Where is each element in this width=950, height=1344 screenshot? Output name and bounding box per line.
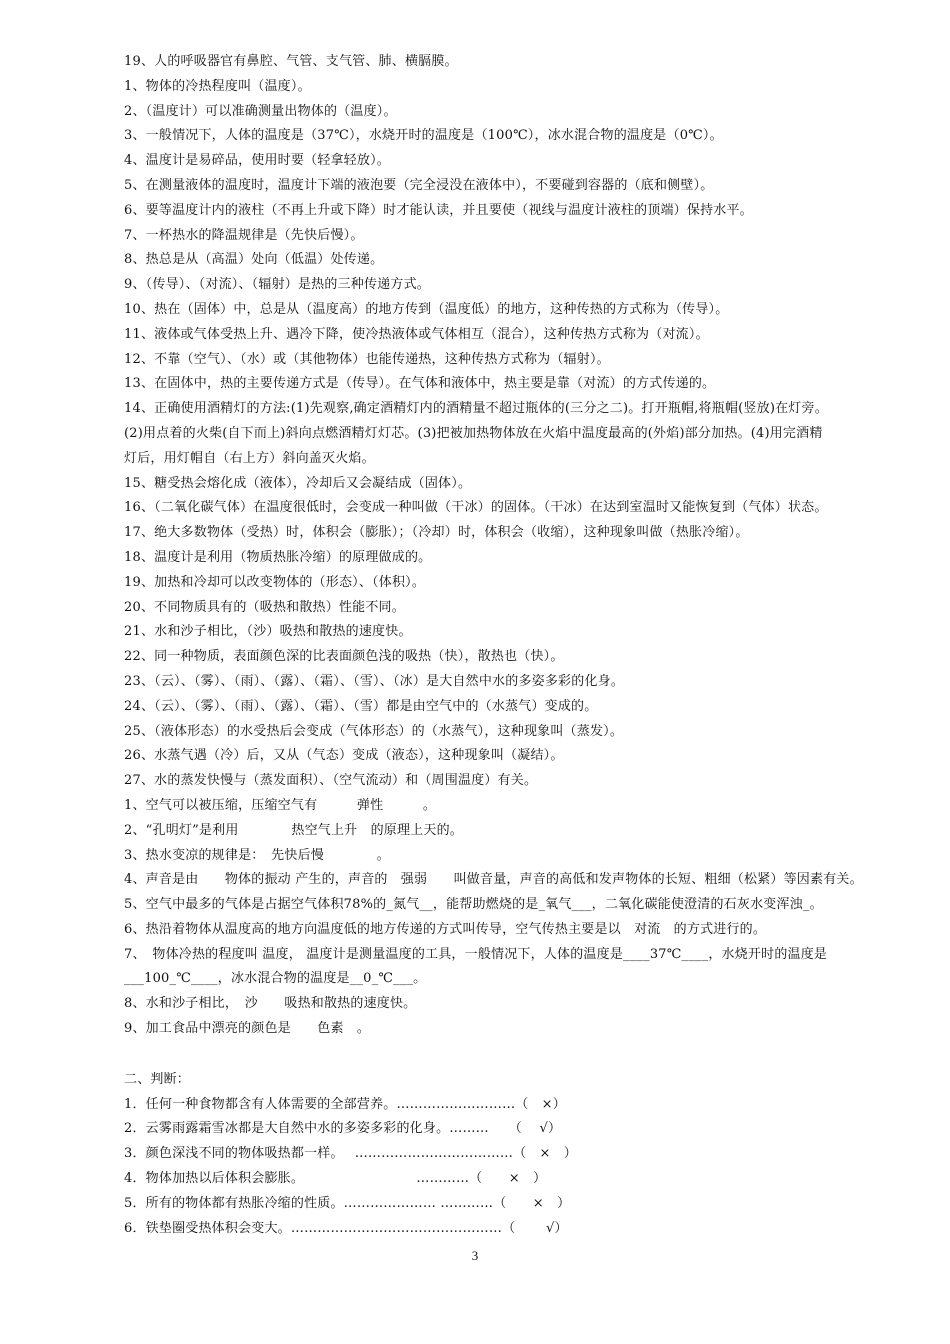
text-line: (2)用点着的火柴(自下而上)斜向点燃酒精灯灯芯。(3)把被加热物体放在火焰中温度最高的(外焰)部分加热。(4)用完酒精 bbox=[124, 425, 823, 441]
text-line: 10、热在（固体）中，总是从（温度高）的地方传到（温度低）的地方，这种传热的方式称为（传导）。 bbox=[124, 301, 729, 317]
text-line: 22、同一种物质，表面颜色深的比表面颜色浅的吸热（快），散热也（快）。 bbox=[124, 649, 564, 665]
text-line: 3．颜色深浅不同的物体吸热都一样。 ………………………………（ × ） bbox=[124, 1146, 577, 1162]
text-line: 8、热总是从（高温）处向（低温）处传递。 bbox=[124, 252, 384, 268]
text-line: 12、不靠（空气）、（水）或（其他物体）也能传递热，这种传热方式称为（辐射）。 bbox=[124, 351, 610, 367]
text-line: 7、一杯热水的降温规律是（先快后慢）。 bbox=[124, 227, 364, 243]
text-line: 2．云雾雨露霜雪冰都是大自然中水的多姿多彩的化身。……… （ √） bbox=[124, 1121, 562, 1137]
text-line: 7、 物体冷热的程度叫 温度， 温度计是测量温度的工具，一般情况下，人体的温度是____37℃____，水烧开时的温度是 bbox=[124, 946, 828, 962]
text-line: 2、“孔明灯”是利用 热空气上升 的原理上天的。 bbox=[124, 822, 463, 838]
text-line: 3、一般情况下，人体的温度是（37℃），水烧开时的温度是（100℃），冰水混合物的温度是（0℃）。 bbox=[124, 128, 723, 144]
text-line: 19、加热和冷却可以改变物体的（形态）、（体积）。 bbox=[124, 574, 426, 590]
text-line: 17、绝大多数物体（受热）时，体积会（膨胀）；（冷却）时，体积会（收缩），这种现象叫做（热胀冷缩）。 bbox=[124, 525, 749, 541]
text-line: 26、水蒸气遇（冷）后，又从（气态）变成（液态），这种现象叫（凝结）。 bbox=[124, 748, 564, 764]
text-line: 2、（温度计）可以准确测量出物体的（温度）。 bbox=[124, 103, 397, 119]
text-line: 4、声音是由 物体的振动 产生的，声音的 强弱 叫做音量，声音的高低和发声物体的长短、粗细（松紧）等因素有关。 bbox=[124, 872, 863, 888]
text-line: 1．任何一种食物都含有人体需要的全部营养。………………………（ ×） bbox=[124, 1096, 566, 1112]
text-line: 24、（云）、（雾）、（雨）、（露）、（霜）、（雪）都是由空气中的（水蒸气）变成的。 bbox=[124, 698, 598, 714]
text-line: 19、人的呼吸器官有鼻腔、气管、支气管、肺、横膈膜。 bbox=[124, 54, 458, 69]
text-line: 18、温度计是利用（物质热胀冷缩）的原理做成的。 bbox=[124, 549, 432, 565]
text-line: 16、（二氧化碳气体）在温度很低时，会变成一种叫做（干冰）的固体。（干冰）在达到室温时又能恢复到（气体）状态。 bbox=[124, 500, 828, 516]
text-line: 4．物体加热以后体积会膨胀。 …………（ × ） bbox=[124, 1171, 547, 1187]
text-line: 25、（液体形态）的水受热后会变成（气体形态）的（水蒸气），这种现象叫（蒸发）。 bbox=[124, 723, 624, 739]
text-line: 9、（传导）、（对流）、（辐射）是热的三种传递方式。 bbox=[124, 277, 430, 293]
text-line: 21、水和沙子相比，（沙）吸热和散热的速度快。 bbox=[124, 624, 412, 640]
text-line: 二、判断： bbox=[124, 1071, 191, 1087]
text-line: 15、糖受热会熔化成（液体），冷却后又会凝结成（固体）。 bbox=[124, 475, 472, 491]
text-line: 23、（云）、（雾）、（雨）、（露）、（霜）、（雪）、（冰）是大自然中水的多姿多彩的化身。 bbox=[124, 673, 625, 689]
text-line: 11、液体或气体受热上升、遇冷下降，使冷热液体或气体相互（混合），这种传热方式称为（对流）。 bbox=[124, 326, 709, 342]
document-body bbox=[124, 50, 884, 1241]
text-line: 6．铁垫圈受热体积会变大。…………………………………………（ √） bbox=[124, 1220, 568, 1236]
text-line: 9、加工食品中漂亮的颜色是 色素 。 bbox=[124, 1021, 371, 1037]
text-line: 14、正确使用酒精灯的方法:(1)先观察,确定酒精灯内的酒精量不超过瓶体的(三分之二)。打开瓶帽,将瓶帽(竖放)在灯旁。 bbox=[124, 401, 828, 417]
blank-line bbox=[124, 1042, 884, 1068]
text-line: 6、热沿着物体从温度高的地方向温度低的地方传递的方式叫传导，空气传热主要是以 对流 的方式进行的。 bbox=[124, 921, 767, 937]
text-line: 13、在固体中，热的主要传递方式是（传导）。在气体和液体中，热主要是靠（对流）的方式传递的。 bbox=[124, 376, 716, 392]
text-line: 6、要等温度计内的液柱（不再上升或下降）时才能认读，并且要使（视线与温度计液柱的顶端）保持水平。 bbox=[124, 202, 753, 218]
text-line: 5、在测量液体的温度时，温度计下端的液泡要（完全浸没在液体中），不要碰到容器的（底和侧壁）。 bbox=[124, 177, 714, 193]
page-number: 3 bbox=[471, 1248, 479, 1263]
text-line: 3、热水变凉的规律是： 先快后慢 。 bbox=[124, 847, 390, 863]
text-line: 1、空气可以被压缩，压缩空气有 弹性 。 bbox=[124, 797, 437, 813]
text-line: 5．所有的物体都有热胀冷缩的性质。………………… …………（ × ） bbox=[124, 1195, 571, 1211]
text-line: 8、水和沙子相比， 沙 吸热和散热的速度快。 bbox=[124, 996, 417, 1012]
text-line: 4、温度计是易碎品，使用时要（轻拿轻放）。 bbox=[124, 153, 390, 169]
text-line: 灯后，用灯帽自（右上方）斜向盖灭火焰。 bbox=[124, 450, 375, 466]
text-line: 5、空气中最多的气体是占据空气体积78%的_氮气__，能帮助燃烧的是_氧气___，二氧化碳能使澄清的石灰水变浑浊_。 bbox=[124, 897, 823, 913]
text-line: 20、不同物质具有的（吸热和散热）性能不同。 bbox=[124, 599, 405, 615]
text-line: 27、水的蒸发快慢与（蒸发面积）、（空气流动）和（周围温度）有关。 bbox=[124, 773, 538, 789]
text-line: 1、物体的冷热程度叫（温度）。 bbox=[124, 78, 311, 94]
text-line: ___100_℃____，冰水混合物的温度是__0_℃___。 bbox=[124, 971, 427, 987]
